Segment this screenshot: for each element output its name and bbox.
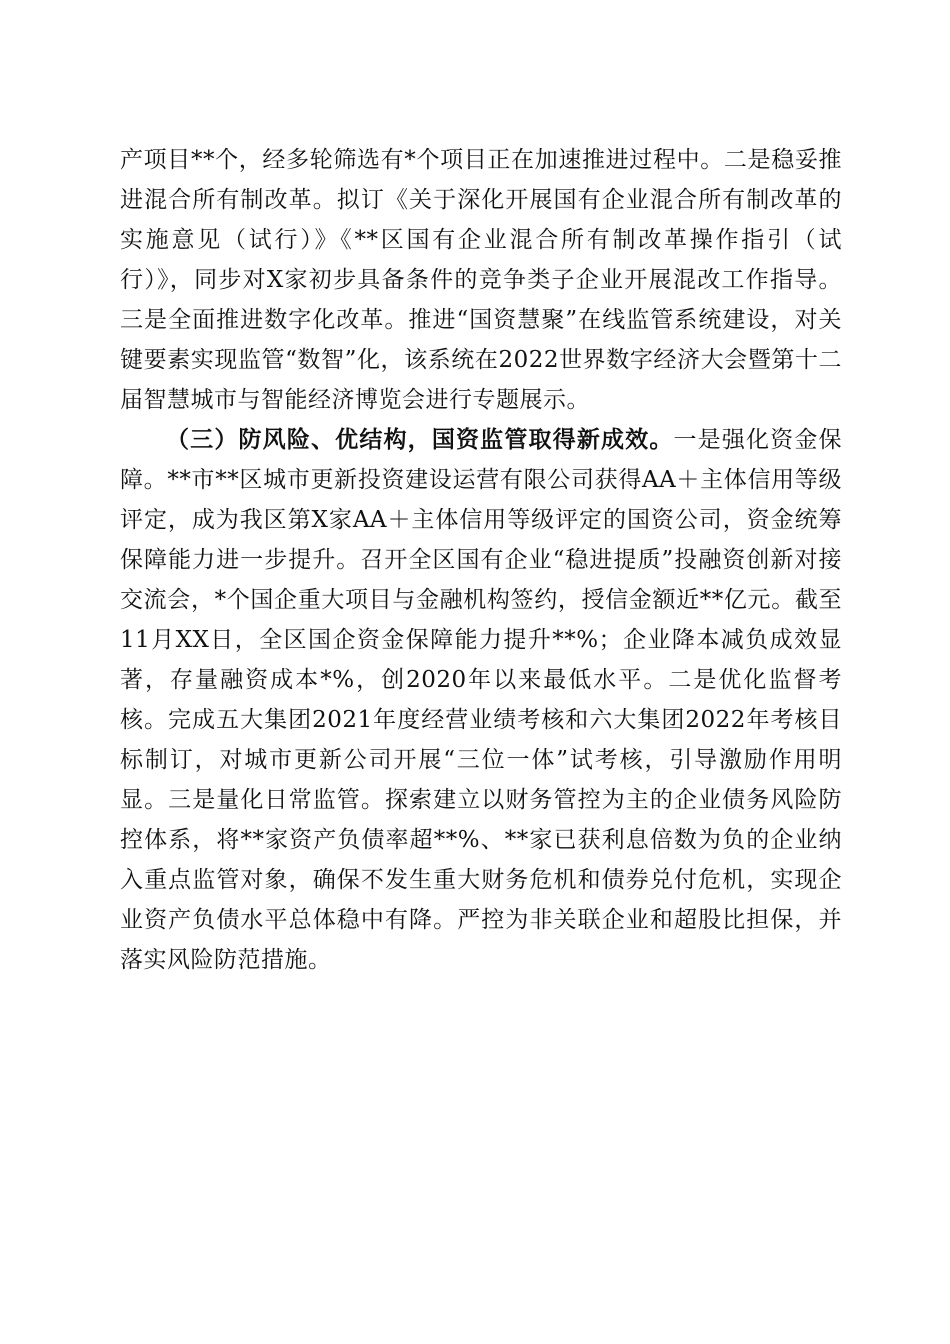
paragraph-1-text: 产项目**个，经多轮筛选有*个项目正在加速推进过程中。二是稳妥推进混合所有制改革。拟订《关于深化开展国有企业混合所有制改革的实施意见（试行）》《**区国有企业混合所有制改革操作指引（试行）》，同步对X家初步具备条件的竞争类子企业开展混改工作指导。三是全面推进数字化改革。推进“国资慧聚”在线监管系统建设，对关键要素实现监管“数智”化，该系统在2022世界数字经济大会暨第十二届智慧城市与智能经济博览会进行专题展示。 <box>120 147 842 413</box>
paragraph-2 <box>120 420 842 980</box>
paragraph-2-text: 一是强化资金保障。**市**区城市更新投资建设运营有限公司获得AA＋主体信用等级评定，成为我区第X家AA＋主体信用等级评定的国资公司，资金统筹保障能力进一步提升。召开全区国有企业“稳进提质”投融资创新对接交流会，*个国企重大项目与金融机构签约，授信金额近**亿元。截至11月XX日，全区国企资金保障能力提升**%；企业降本减负成效显著，存量融资成本*%，创2020年以来最低水平。二是优化监督考核。完成五大集团2021年度经营业绩考核和六大集团2022年考核目标制订，对城市更新公司开展“三位一体”试考核，引导激励作用明显。三是量化日常监管。探索建立以财务管控为主的企业债务风险防控体系，将**家资产负债率超**%、**家已获利息倍数为负的企业纳入重点监管对象，确保不发生重大财务危机和债券兑付危机，实现企业资产负债水平总体稳中有降。严控为非关联企业和超股比担保，并落实风险防范措施。 <box>120 427 843 973</box>
paragraph-1 <box>120 140 842 420</box>
document-body <box>120 140 842 980</box>
section-heading: （三）防风险、优结构，国资监管取得新成效。 <box>166 426 674 453</box>
